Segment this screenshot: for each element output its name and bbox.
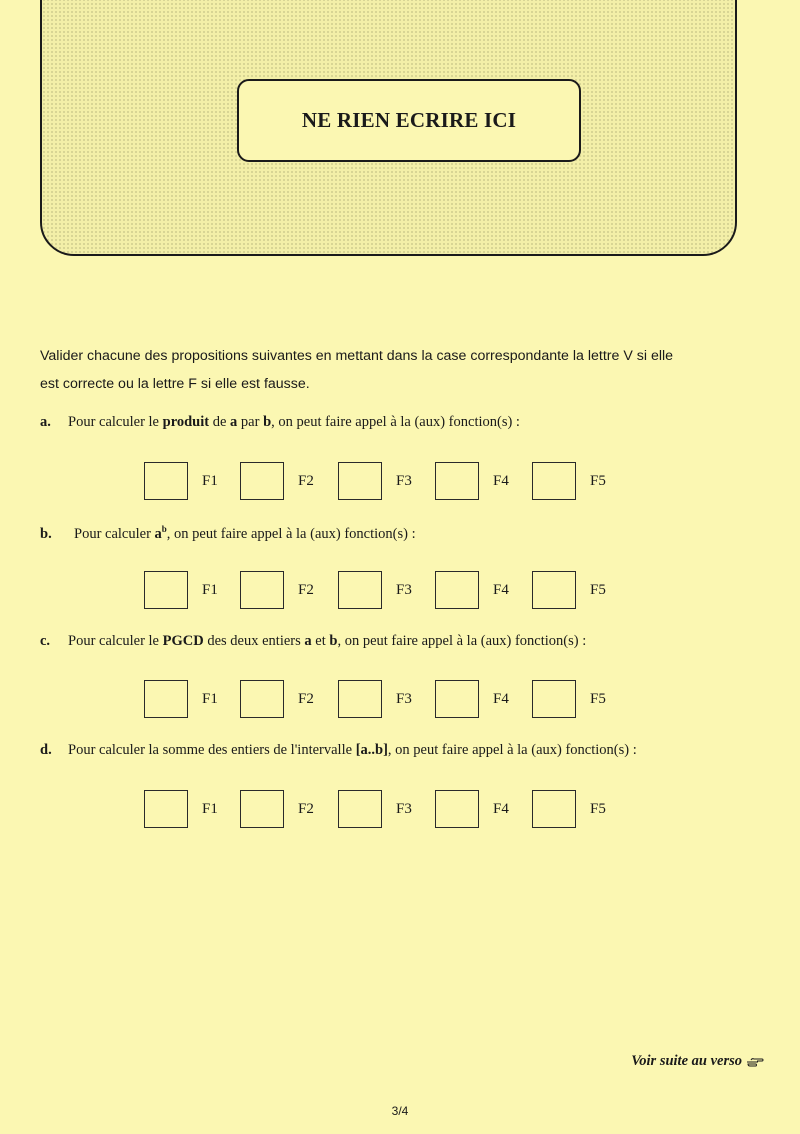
answer-cell-f3 <box>338 790 412 828</box>
instructions-line-1: Valider chacune des propositions suivantes en mettant dans la case correspondante la lettre V si elle <box>40 348 674 364</box>
answer-cell-f5 <box>532 571 606 609</box>
answer-box-f1[interactable] <box>144 790 188 828</box>
question-letter: b. <box>40 525 52 542</box>
variable-a: a <box>154 525 162 542</box>
question-text: , on peut faire appel à la (aux) fonction(s) : <box>337 633 587 649</box>
answer-box-f2[interactable] <box>240 571 284 609</box>
answer-box-f4[interactable] <box>435 680 479 718</box>
answer-cell-f1 <box>144 680 218 718</box>
answer-cell-f1 <box>144 571 218 609</box>
variable-b: b <box>329 633 338 649</box>
question-letter: a. <box>40 414 51 430</box>
answer-cell-f3 <box>338 680 412 718</box>
function-label-f3: F3 <box>396 472 412 489</box>
question-text: , on peut faire appel à la (aux) fonction(s) : <box>271 414 520 430</box>
answer-box-f3[interactable] <box>338 680 382 718</box>
function-label-f5: F5 <box>590 472 606 489</box>
exponent-b: b <box>161 524 167 534</box>
answer-box-f4[interactable] <box>435 790 479 828</box>
answer-cell-f1 <box>144 790 218 828</box>
answer-row-d <box>144 790 644 834</box>
no-write-label: NE RIEN ECRIRE ICI <box>301 108 517 132</box>
question-text: Pour calculer le <box>68 633 163 649</box>
function-label-f2: F2 <box>298 800 314 817</box>
answer-box-f1[interactable] <box>144 680 188 718</box>
question-keyword: produit <box>162 414 210 430</box>
answer-box-f1[interactable] <box>144 571 188 609</box>
function-label-f5: F5 <box>590 581 606 598</box>
function-label-f1: F1 <box>202 472 218 489</box>
answer-box-f4[interactable] <box>435 571 479 609</box>
answer-cell-f4 <box>435 571 509 609</box>
footer-note <box>631 1053 764 1070</box>
answer-cell-f5 <box>532 790 606 828</box>
answer-box-f3[interactable] <box>338 571 382 609</box>
variable-a: a <box>230 414 238 430</box>
question-text: des deux entiers <box>203 633 305 649</box>
function-label-f1: F1 <box>202 690 218 707</box>
question-text: et <box>311 633 330 649</box>
answer-row-b <box>144 571 644 615</box>
interval: [a..b] <box>355 742 388 758</box>
answer-cell-f2 <box>240 680 314 718</box>
function-label-f5: F5 <box>590 800 606 817</box>
answer-cell-f5 <box>532 680 606 718</box>
function-label-f2: F2 <box>298 472 314 489</box>
question-a <box>40 414 520 431</box>
question-letter: d. <box>40 742 52 758</box>
answer-row-c <box>144 680 644 724</box>
page-number: 3/4 <box>391 1104 409 1118</box>
answer-cell-f3 <box>338 462 412 500</box>
function-label-f4: F4 <box>493 472 509 489</box>
function-label-f1: F1 <box>202 800 218 817</box>
answer-box-f5[interactable] <box>532 462 576 500</box>
answer-box-f5[interactable] <box>532 790 576 828</box>
function-label-f4: F4 <box>493 581 509 598</box>
function-label-f2: F2 <box>298 581 314 598</box>
question-d <box>40 742 637 759</box>
variable-b: b <box>263 414 272 430</box>
function-label-f3: F3 <box>396 800 412 817</box>
question-text: Pour calculer <box>74 525 155 542</box>
answer-cell-f2 <box>240 571 314 609</box>
answer-cell-f2 <box>240 790 314 828</box>
no-write-box <box>237 79 581 162</box>
answer-cell-f1 <box>144 462 218 500</box>
answer-box-f2[interactable] <box>240 790 284 828</box>
answer-cell-f5 <box>532 462 606 500</box>
answer-cell-f4 <box>435 680 509 718</box>
function-label-f1: F1 <box>202 581 218 598</box>
answer-cell-f2 <box>240 462 314 500</box>
question-text: de <box>209 414 231 430</box>
answer-box-f5[interactable] <box>532 571 576 609</box>
see-reverse-text: Voir suite au verso <box>631 1053 742 1069</box>
answer-box-f1[interactable] <box>144 462 188 500</box>
question-text: , on peut faire appel à la (aux) fonction(s) : <box>387 742 637 758</box>
question-c <box>40 633 586 650</box>
answer-box-f3[interactable] <box>338 462 382 500</box>
answer-cell-f4 <box>435 462 509 500</box>
question-text: , on peut faire appel à la (aux) fonction(s) : <box>166 525 416 542</box>
question-text: par <box>237 414 264 430</box>
instructions <box>40 342 760 398</box>
function-label-f5: F5 <box>590 690 606 707</box>
answer-box-f4[interactable] <box>435 462 479 500</box>
instructions-line-2: est correcte ou la lettre F si elle est fausse. <box>40 376 310 392</box>
answer-box-f2[interactable] <box>240 462 284 500</box>
question-keyword: PGCD <box>162 633 204 649</box>
function-label-f4: F4 <box>493 690 509 707</box>
function-label-f3: F3 <box>396 581 412 598</box>
pointing-hand-icon <box>746 1056 764 1068</box>
function-label-f4: F4 <box>493 800 509 817</box>
question-letter: c. <box>40 633 51 649</box>
answer-box-f3[interactable] <box>338 790 382 828</box>
answer-box-f2[interactable] <box>240 680 284 718</box>
question-text: Pour calculer le <box>68 414 163 430</box>
answer-box-f5[interactable] <box>532 680 576 718</box>
function-label-f3: F3 <box>396 690 412 707</box>
question-text: Pour calculer la somme des entiers de l'intervalle <box>68 742 356 758</box>
question-b <box>40 524 416 543</box>
answer-cell-f3 <box>338 571 412 609</box>
function-label-f2: F2 <box>298 690 314 707</box>
answer-cell-f4 <box>435 790 509 828</box>
answer-row-a <box>144 462 644 506</box>
variable-a: a <box>304 633 312 649</box>
